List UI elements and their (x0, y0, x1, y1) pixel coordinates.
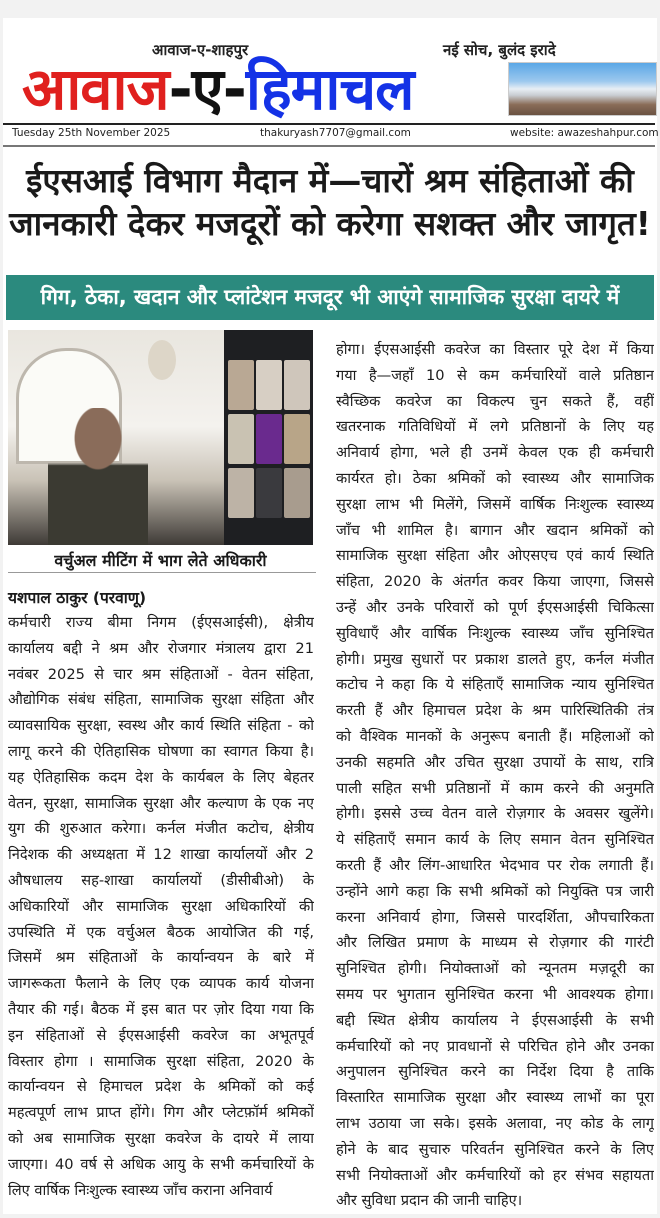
article-line: इन संहिताओं से ईएसआईसी कवरेज का अभूतपूर्व (8, 1026, 314, 1044)
article-line: होने के बाद सुचारु परिवर्तन सुनिश्चित करने के लिए (336, 1140, 654, 1158)
dateline-rule (3, 145, 655, 147)
article-line: औद्योगिक संबंध संहिता, सामाजिक सुरक्षा संहिता और (8, 691, 314, 709)
article-line: अनुपालन सुनिश्चित करने का निर्देश दिया है ताकि (336, 1063, 654, 1081)
article-line: ये संहिताएँ समान कार्य के लिए समान वेतन सुनिश्चित (336, 831, 654, 849)
masthead-title (22, 54, 414, 124)
article-line: व्यावसायिक सुरक्षा, स्वस्थ और कार्य स्थिति संहिता - को (8, 717, 314, 735)
article-line: नवंबर 2025 से चार श्रम संहिताओं - वेतन संहिता, (8, 665, 314, 683)
photo-scene (8, 330, 224, 545)
article-line: लाभ उठाया जा सके। इसके अलावा, नए कोड के लागू (336, 1114, 654, 1132)
article-line: उन्होंने आगे कहा कि सभी श्रमिकों को नियुक्ति पत्र जारी (336, 882, 654, 900)
article-line: युग की शुरुआत करेगा। कर्नल मंजीत कटोच, क्षेत्रीय (8, 820, 314, 838)
article-line: लागू करने की ऐतिहासिक घोषणा का स्वागत किया है। (8, 742, 314, 760)
caption-rule (8, 572, 316, 573)
article-line: होगी। प्रमुख सुधारों पर प्रकाश डालते हुए, कर्नल मंजीत (336, 650, 654, 668)
article-line: बद्दी स्थित क्षेत्रीय कार्यालय ने ईएसआईसी के सभी (336, 1011, 654, 1029)
article-line: उन्हें और उनके परिवारों को पूर्ण ईएसआईसी चिकित्सा (336, 598, 654, 616)
article-line: और सुविधा प्रदान की जानी चाहिए। (336, 1192, 523, 1210)
article-line: स्वैच्छिक कवरेज का विकल्प चुन सकते हैं, वहीं (336, 392, 654, 410)
headline-line-2: जानकारी देकर मजदूरों को करेगा सशक्त और जागृत! (9, 204, 651, 243)
article-line: कर्मचारियों को नए प्रावधानों से परिचित होने और उनका (336, 1037, 654, 1055)
article-line: विस्तार होगा । सामाजिक सुरक्षा संहिता, 2020 के (8, 1052, 314, 1070)
article-line: समय पर भुगतान सुनिश्चित करना भी आवश्यक होगा। (336, 985, 654, 1003)
article-line: करना अनिवार्य होगा, जिससे पारदर्शिता, औपचारिकता (336, 908, 654, 926)
article-line: सुविधाएँ और वार्षिक निःशुल्क स्वास्थ्य जाँच सुनिश्चित (336, 624, 654, 642)
article-line: विस्तारित सामाजिक सुरक्षा और स्वास्थ्य लाभों का पूरा (336, 1089, 654, 1107)
masthead-tagline-right: नई सोच, बुलंद इरादे (443, 41, 556, 59)
meeting-photo (8, 330, 313, 545)
article-line: कार्यरत हो। ठेका श्रमिकों को स्वास्थ्य और सामाजिक (336, 469, 654, 487)
photo-fan (148, 340, 176, 380)
article-line: कार्यालय बद्दी ने श्रम और रोजगार मंत्रालय द्वारा 21 (8, 639, 314, 657)
mountain-image (508, 62, 657, 116)
photo-caption: वर्चुअल मीटिंग में भाग लेते अधिकारी (54, 551, 267, 570)
article-line: करती हैं और हिमाचल प्रदेश के श्रम पारिस्थितिकी तंत्र (336, 702, 654, 720)
article-line: महत्वपूर्ण लाभ प्राप्त होंगे। गिग और प्लेटफ़ॉर्म श्रमिकों (8, 1104, 314, 1122)
masthead-tagline-left: आवाज-ए-शाहपुर (152, 41, 249, 59)
video-call-grid (224, 330, 313, 545)
article-line: खतरनाक गतिविधियों में लगे प्रतिष्ठानों के लिए यह (336, 418, 654, 436)
title-part-blue: हिमाचल (245, 55, 414, 123)
title-sep: - (222, 55, 246, 123)
website: website: awazeshahpur.com (510, 127, 659, 139)
article-line: उनकी सहमति और उचित सुरक्षा उपायों के साथ, रात्रि (336, 753, 654, 771)
article-line: और लिखित प्रमाण के माध्यम से रोज़गार की गारंटी (336, 934, 654, 952)
subheadline-bar: गिग, ठेका, खदान और प्लांटेशन मजदूर भी आएंगे सामाजिक सुरक्षा दायरे में (6, 275, 654, 320)
title-part-red: आवाज (22, 55, 169, 123)
article-line: औषधालय सह-शाखा कार्यालयों (डीसीबीओ) के (8, 871, 314, 889)
article-line: होगी। इससे उच्च वेतन वाले रोज़गार के अवसर खुलेंगे। (336, 805, 654, 823)
article-line: सामाजिक सुरक्षा संहिता और ओएसएच एवं कार्य स्थिति (336, 547, 654, 565)
title-part-black: ए (191, 55, 223, 123)
article-line: यह ऐतिहासिक कदम देश के कार्यबल के लिए बेहतर (8, 768, 314, 786)
article-line: अधिकारियों और सामाजिक सुरक्षा अधिकारियों की (8, 897, 314, 915)
article-line: कटोच ने कहा कि ये संहिताएँ सामाजिक न्याय सुनिश्चित (336, 676, 654, 694)
article-line: गया है—जहाँ 10 से कम कर्मचारियों वाले प्रतिष्ठान (336, 366, 654, 384)
article-line: पाली सहित सभी प्रतिष्ठानों में काम करने की अनुमति (336, 779, 654, 797)
top-rule (3, 123, 655, 125)
article-line: लिए वार्षिक निःशुल्क स्वास्थ्य जाँच कराना अनिवार्य (8, 1181, 273, 1199)
article-line: सुरक्षा लाभ भी मिलेंगे, जिसमें वार्षिक निःशुल्क स्वास्थ्य (336, 495, 654, 513)
article-line: को अब सामाजिक सुरक्षा कवरेज के दायरे में लाया (8, 1129, 314, 1147)
byline: यशपाल ठाकुर (परवाणू) (8, 589, 147, 607)
article-line: जाएगा। 40 वर्ष से अधिक आयु के सभी कर्मचारियों के (8, 1155, 314, 1173)
email: thakuryash7707@gmail.com (260, 127, 411, 139)
article-line: सभी नियोक्ताओं और कर्मचारियों को हर संभव सहायता (336, 1166, 654, 1184)
article-line: अनिवार्य होगा, भले ही उनमें केवल एक ही कर्मचारी (336, 444, 654, 462)
article-line: कर्मचारी राज्य बीमा निगम (ईएसआईसी), क्षेत्रीय (8, 614, 314, 631)
photo-person (48, 408, 148, 545)
article-line: होगा। ईएसआईसी कवरेज का विस्तार पूरे देश में किया (336, 341, 654, 358)
article-line: तैयार की गई। बैठक में इस बात पर ज़ोर दिया गया कि (8, 1000, 314, 1018)
article-line: सुनिश्चित होगी। नियोक्ताओं को न्यूनतम मज़दूरी का (336, 960, 654, 978)
article-right-column (336, 337, 654, 1214)
article-line: वेतन, सुरक्षा, सामाजिक सुरक्षा और कल्याण के एक नए (8, 794, 314, 812)
article-line: जागरूकता फैलाने के लिए एक व्यापक कार्य योजना (8, 975, 314, 993)
article-line: उपस्थिति में एक वर्चुअल बैठक आयोजित की गई, (8, 923, 314, 941)
article-line: करती हैं और लिंग-आधारित भेदभाव पर रोक लगाती हैं। (336, 856, 654, 874)
date: Tuesday 25th November 2025 (12, 127, 171, 139)
title-sep: - (168, 55, 192, 123)
article-line: जाँच भी शामिल है। बागान और खदान श्रमिकों को (336, 521, 654, 539)
article-line: संहिता, 2020 के अंतर्गत कवर किया जाएगा, जिससे (336, 573, 654, 591)
article-line: कार्यान्वयन से हिमाचल प्रदेश के श्रमिकों को कई (8, 1078, 314, 1096)
article-line: को वैश्विक मानकों के अनुरूप बनाती हैं। महिलाओं को (336, 727, 654, 745)
article-line: जिसमें श्रम संहिताओं के कार्यान्वयन के बारे में (8, 949, 314, 967)
article-line: निदेशक की अध्यक्षता में 12 शाखा कार्यालयों और 2 (8, 846, 314, 864)
headline-line-1: ईएसआई विभाग मैदान में—चारों श्रम संहिताओं की (26, 161, 634, 200)
article-left-column (8, 610, 314, 1203)
